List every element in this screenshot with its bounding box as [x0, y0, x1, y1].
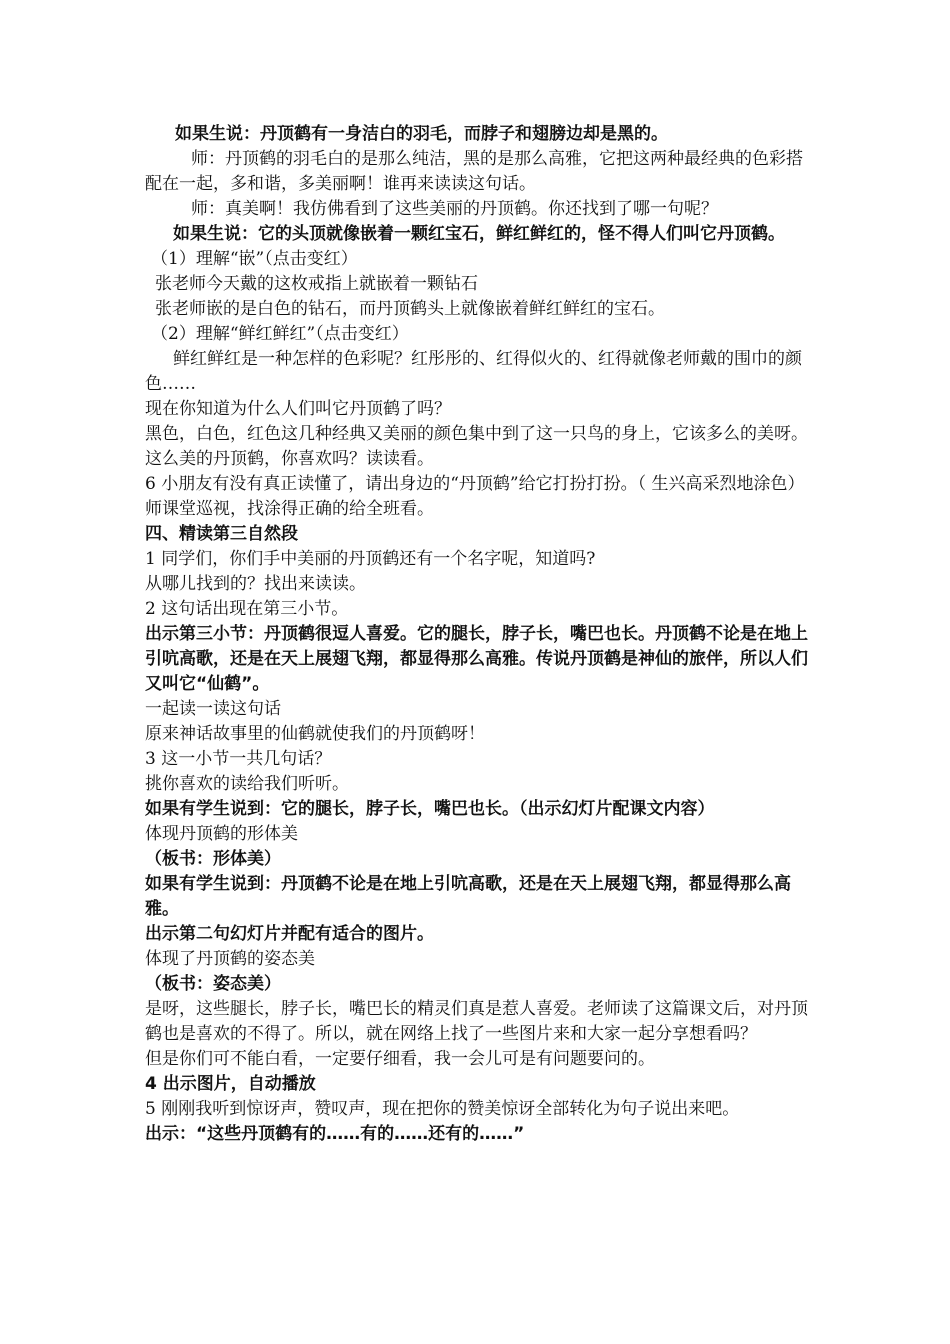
paragraph-30: 但是你们可不能白看，一定要仔细看，我一会儿可是有问题要问的。 — [145, 1049, 655, 1069]
paragraph-0: 如果生说：丹顶鹤有一身洁白的羽毛，而脖子和翅膀边却是黑的。 — [175, 124, 668, 144]
paragraph-11: 6 小朋友有没有真正读懂了，请出身边的“丹顶鹤”给它打扮打扮。（ 生兴高采烈地涂色） — [145, 474, 805, 494]
paragraph-4: （1）理解“嵌”（点击变红） — [151, 249, 358, 269]
paragraph-14: 1 同学们，你们手中美丽的丹顶鹤还有一个名字呢，知道吗? — [145, 549, 596, 569]
paragraph-16: 2 这句话出现在第三小节。 — [145, 599, 349, 619]
paragraph-25: 如果有学生说到：丹顶鹤不论是在地上引吭高歌，还是在天上展翅飞翔，都显得那么高雅。 — [145, 874, 791, 919]
paragraph-28: （板书：姿态美） — [145, 974, 281, 994]
paragraph-2: 师：真美啊！我仿佛看到了这些美丽的丹顶鹤。你还找到了哪一句呢？ — [191, 199, 718, 219]
paragraph-5: 张老师今天戴的这枚戒指上就嵌着一颗钻石 — [155, 274, 478, 294]
paragraph-33: 出示：“这些丹顶鹤有的……有的……还有的……” — [145, 1124, 525, 1144]
paragraph-8: 鲜红鲜红是一种怎样的色彩呢？红彤彤的、红得似火的、红得就像老师戴的围巾的颜色…… — [145, 349, 802, 394]
paragraph-24: （板书：形体美） — [145, 849, 281, 869]
paragraph-9: 现在你知道为什么人们叫它丹顶鹤了吗？ — [145, 399, 451, 419]
paragraph-22: 如果有学生说到：它的腿长，脖子长，嘴巴也长。（出示幻灯片配课文内容） — [145, 799, 715, 819]
paragraph-15: 从哪儿找到的？找出来读读。 — [145, 574, 366, 594]
paragraph-19: 原来神话故事里的仙鹤就使我们的丹顶鹤呀！ — [145, 724, 485, 744]
paragraph-23: 体现丹顶鹤的形体美 — [145, 824, 298, 844]
paragraph-21: 挑你喜欢的读给我们听听。 — [145, 774, 349, 794]
paragraph-3: 如果生说：它的头顶就像嵌着一颗红宝石，鲜红鲜红的，怪不得人们叫它丹顶鹤。 — [173, 224, 785, 244]
paragraph-10: 黑色，白色，红色这几种经典又美丽的颜色集中到了这一只鸟的身上，它该多么的美呀。这么美的丹顶鹤，你喜欢吗？读读看。 — [145, 424, 808, 469]
paragraph-27: 体现了丹顶鹤的姿态美 — [145, 949, 315, 969]
paragraph-6: 张老师嵌的是白色的钻石，而丹顶鹤头上就像嵌着鲜红鲜红的宝石。 — [155, 299, 665, 319]
paragraph-26: 出示第二句幻灯片并配有适合的图片。 — [145, 924, 434, 944]
paragraph-7: （2）理解“鲜红鲜红”（点击变红） — [151, 324, 409, 344]
paragraph-29: 是呀，这些腿长，脖子长，嘴巴长的精灵们真是惹人喜爱。老师读了这篇课文后，对丹顶鹤也是喜欢的不得了。所以，就在网络上找了一些图片来和大家一起分享想看吗？ — [145, 999, 808, 1044]
section-heading: 四、精读第三自然段 — [145, 524, 298, 544]
paragraph-20: 3 这一小节一共几句话？ — [145, 749, 332, 769]
paragraph-32: 5 刚刚我听到惊讶声，赞叹声，现在把你的赞美惊讶全部转化为句子说出来吧。 — [145, 1099, 740, 1119]
paragraph-31: 4 出示图片，自动播放 — [145, 1074, 316, 1094]
paragraph-18: 一起读一读这句话 — [145, 699, 281, 719]
paragraph-12: 师课堂巡视，找涂得正确的给全班看。 — [145, 499, 434, 519]
paragraph-1: 师：丹顶鹤的羽毛白的是那么纯洁，黑的是那么高雅，它把这两种最经典的色彩搭配在一起，多和谐，多美丽啊！谁再来读读这句话。 — [145, 149, 803, 194]
document-body — [145, 122, 810, 1147]
paragraph-17: 出示第三小节：丹顶鹤很逗人喜爱。它的腿长，脖子长，嘴巴也长。丹顶鹤不论是在地上引吭高歌，还是在天上展翅飞翔，都显得那么高雅。传说丹顶鹤是神仙的旅伴，所以人们又叫它“仙鹤”。 — [145, 624, 808, 694]
